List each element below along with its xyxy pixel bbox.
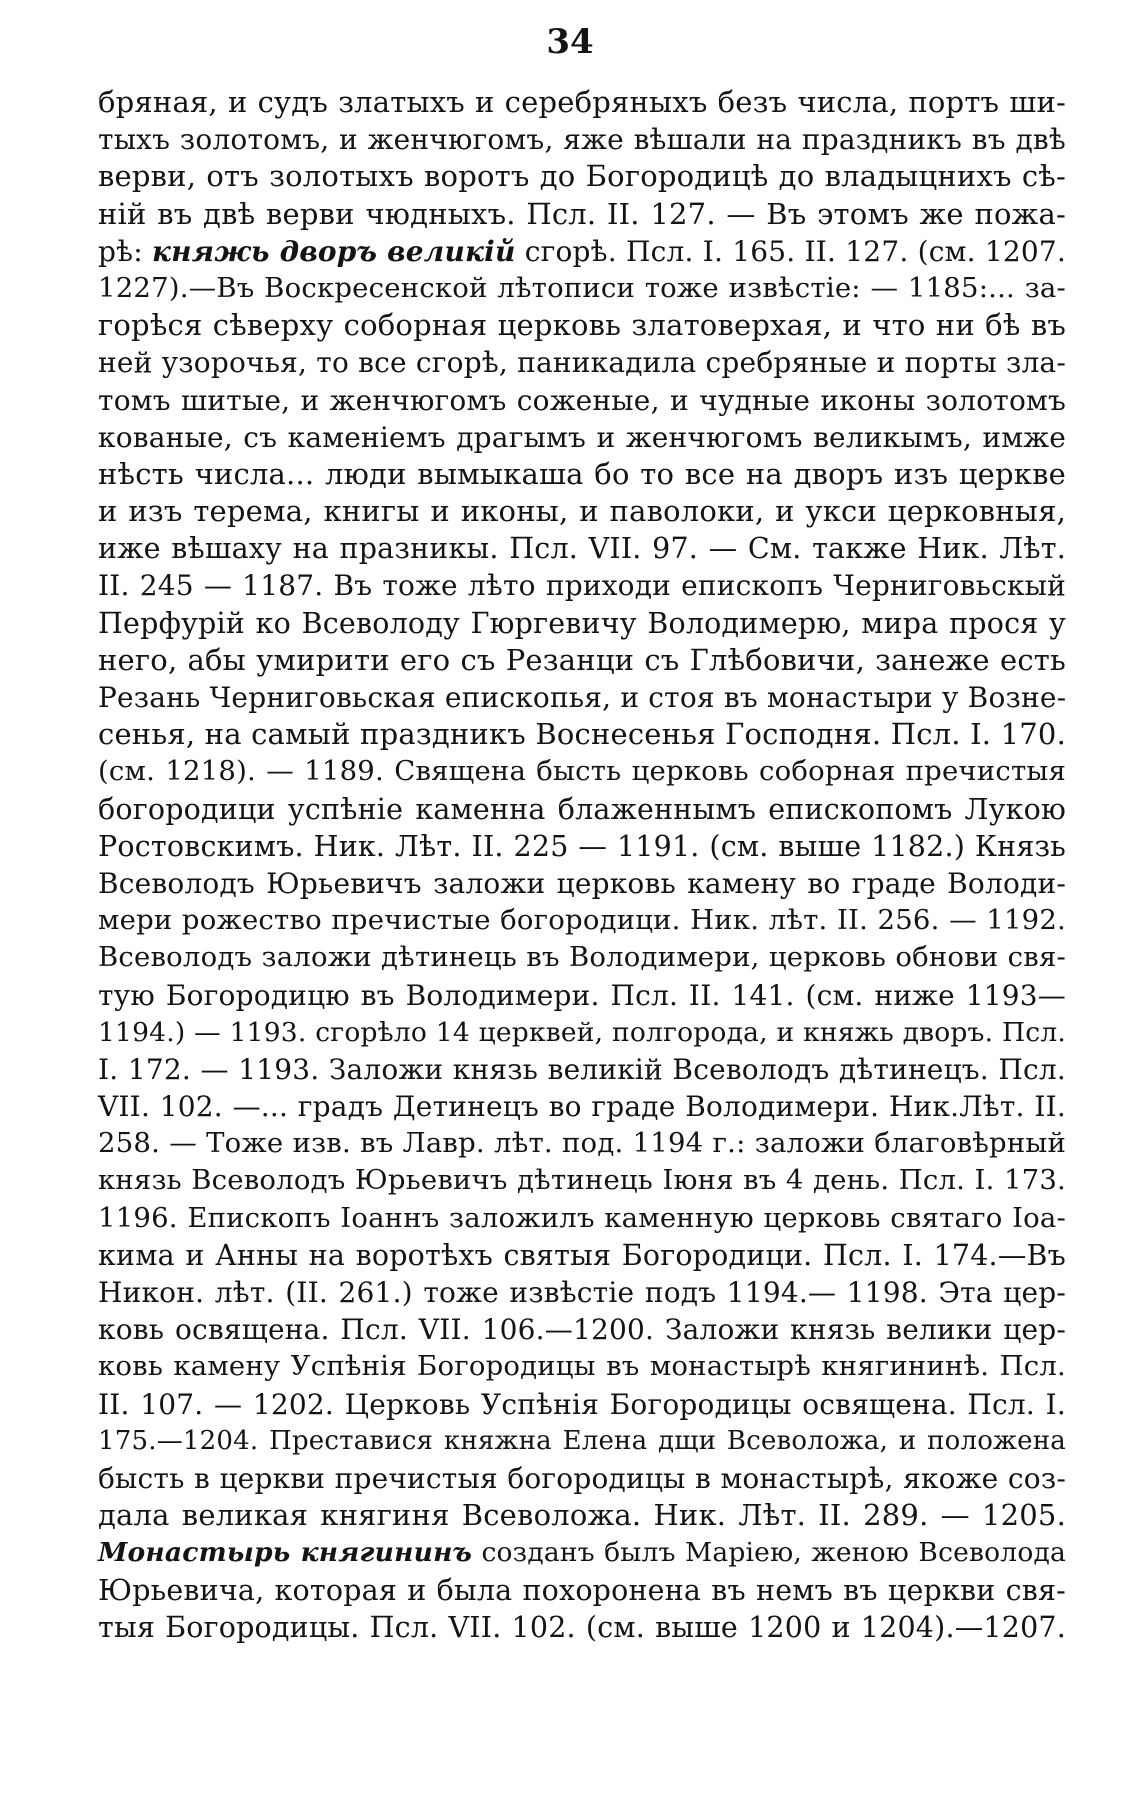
text-line — [98, 716, 1066, 753]
text-segment: тыя Богородицы. Псл. VII. 102. (см. выше 1200 и 1204).—1207. — [98, 1610, 1066, 1644]
text-segment: бряная, и судъ златыхъ и серебряныхъ безъ числа, портъ ши- — [98, 85, 1066, 119]
text-segment: 175.—1204. Преставися княжна Елена дщи Всеволожа, и положена — [98, 1425, 1066, 1456]
text-segment: Ростовскимъ. Ник. Лѣт. II. 225 — 1191. (см. выше 1182.) Князь — [98, 829, 1066, 863]
text-segment: Юрьевича, которая и была похоронена въ немъ въ церкви свя- — [98, 1573, 1066, 1607]
text-line — [98, 865, 1066, 902]
text-segment: (см. 1218). — 1189. Священа бысть церковь соборная пречистыя — [98, 755, 1066, 788]
text-segment: рѣ: — [98, 234, 152, 268]
text-line — [98, 642, 1066, 679]
text-line — [98, 939, 1066, 976]
text-segment: I. 172. — 1193. Заложи князь великій Всеволодъ дѣтинецъ. Псл. — [98, 1052, 1066, 1086]
text-segment: Всеволодъ Юрьевичъ заложи церковь камену во граде Володи- — [98, 866, 1066, 900]
text-line — [98, 233, 1066, 270]
text-line — [98, 493, 1066, 530]
text-segment: томъ шитые, и женчюгомъ соженые, и чудные иконы золотомъ — [98, 383, 1066, 417]
text-segment: него, абы умирити его съ Резанци съ Глѣбовичи, занеже есть — [98, 642, 1066, 677]
text-line — [98, 1311, 1066, 1348]
text-line — [98, 567, 1066, 604]
text-line — [98, 1200, 1066, 1237]
text-line — [98, 1014, 1066, 1051]
text-line — [98, 1497, 1066, 1534]
text-segment: Перфурій ко Всеволоду Гюргевичу Володимерю, мира прося у — [98, 606, 1066, 640]
text-segment: горѣся сѣверху соборная церковь златоверхая, и что ни бѣ въ — [98, 308, 1066, 343]
text-line — [98, 1348, 1066, 1385]
text-segment: верви, отъ золотыхъ воротъ до Богородицѣ до владыцнихъ сѣ- — [98, 159, 1066, 194]
text-segment: II. 107. — 1202. Церковь Успѣнія Богородицы освящена. Псл. I. — [98, 1387, 1066, 1421]
text-segment: богородици успѣніе каменна блаженнымъ епископомъ Лукою — [98, 792, 1066, 826]
text-line — [98, 977, 1066, 1014]
text-line — [98, 679, 1066, 716]
text-segment: сгорѣ. Псл. I. 165. II. 127. (см. 1207. — [515, 234, 1066, 268]
text-line — [98, 902, 1066, 939]
text-segment: тую Богородицю въ Володимери. Псл. II. 141. (см. ниже 1193— — [98, 978, 1066, 1012]
text-line — [98, 1572, 1066, 1609]
text-segment: 1227).—Въ Воскресенской лѣтописи тоже извѣстіе: — 1185:... за- — [98, 271, 1066, 304]
text-line — [98, 1237, 1066, 1274]
text-line — [98, 344, 1066, 381]
text-segment: дала великая княгиня Всеволожа. Ник. Лѣт. II. 289. — 1205. — [98, 1498, 1066, 1533]
text-segment: ковь камену Успѣнія Богородицы въ монастырѣ княгининѣ. Псл. — [98, 1350, 1066, 1383]
text-segment: и изъ терема, книгы и иконы, и паволоки, и укси церковныя, — [98, 494, 1066, 529]
text-line — [98, 456, 1066, 493]
text-segment: Резань Черниговьская епископья, и стоя въ монастыри у Возне- — [98, 681, 1067, 714]
text-line — [98, 1534, 1066, 1571]
text-segment: нѣсть числа... люди вымыкаша бо то все на дворъ изъ церкве — [98, 456, 1066, 491]
text-segment: бысть в церкви пречистыя богородицы в монастырѣ, якоже соз- — [98, 1461, 1066, 1495]
text-line — [98, 419, 1066, 456]
italic-phrase: Монастырь княгининъ — [98, 1537, 473, 1569]
text-segment: мери рожество пречистые богородици. Ник. лѣт. II. 256. — 1192. — [98, 904, 1066, 937]
page-number: 34 — [546, 22, 594, 62]
text-line — [98, 196, 1066, 233]
text-line — [98, 791, 1066, 828]
text-line — [98, 1386, 1066, 1423]
text-line — [98, 270, 1066, 307]
text-line — [98, 753, 1066, 790]
text-segment: сенья, на самый праздникъ Воснесенья Господня. Псл. I. 170. — [98, 717, 1066, 752]
text-segment: созданъ былъ Маріею, женою Всеволода — [472, 1537, 1066, 1569]
text-segment: тыхъ золотомъ, и женчюгомъ, яже вѣшали на праздникъ въ двѣ — [98, 123, 1066, 157]
text-line — [98, 1423, 1066, 1460]
text-line — [98, 530, 1066, 567]
text-segment: ней узорочья, то все сгорѣ, паникадила сребряные и порты зла- — [98, 346, 1066, 380]
text-line — [98, 1274, 1066, 1311]
text-segment: иже вѣшаху на празникы. Псл. VII. 97. — См. также Ник. Лѣт. — [98, 532, 1066, 566]
text-segment: Никон. лѣт. (II. 261.) тоже извѣстіе подъ 1194.— 1198. Эта цер- — [98, 1276, 1066, 1309]
text-segment: Всеволодъ заложи дѣтинець въ Володимери, церковь обнови свя- — [98, 941, 1066, 974]
text-segment: ній въ двѣ верви чюдныхъ. Псл. II. 127. — Въ этомъ же пожа- — [98, 196, 1066, 231]
text-segment: II. 245 — 1187. Въ тоже лѣто приходи епископъ Черниговьскый — [98, 569, 1066, 603]
text-line — [98, 1460, 1066, 1497]
text-segment: ковь освящена. Псл. VII. 106.—1200. Заложи князь велики цер- — [98, 1313, 1066, 1347]
body-text — [98, 84, 1066, 1646]
text-line — [98, 828, 1066, 865]
text-line — [98, 1609, 1066, 1646]
text-segment: князь Всеволодъ Юрьевичъ дѣтинець Іюня въ 4 день. Псл. I. 173. — [98, 1164, 1066, 1197]
text-line — [98, 84, 1066, 121]
text-line — [98, 382, 1066, 419]
text-segment: 1194.) — 1193. сгорѣло 14 церквей, полгорода, и княжь дворъ. Псл. — [98, 1016, 1066, 1048]
text-line — [98, 158, 1066, 195]
text-segment: 1196. Епископъ Іоаннъ заложилъ каменную церковь святаго Іоа- — [98, 1201, 1066, 1234]
text-segment: кованые, съ каменіемъ драгымъ и женчюгомъ великымъ, имже — [98, 420, 1066, 454]
text-line — [98, 605, 1066, 642]
italic-phrase: княжь дворъ великій — [152, 234, 516, 268]
text-segment: 258. — Тоже изв. въ Лавр. лѣт. под. 1194 г.: заложи благовѣрный — [98, 1127, 1066, 1160]
text-line — [98, 1088, 1066, 1125]
text-line — [98, 1162, 1066, 1199]
text-segment: VII. 102. —... градъ Детинецъ во граде Володимери. Ник.Лѣт. II. — [98, 1090, 1066, 1124]
text-line — [98, 121, 1066, 158]
text-line — [98, 1125, 1066, 1162]
text-line — [98, 1051, 1066, 1088]
text-line — [98, 307, 1066, 344]
text-segment: кима и Анны на воротѣхъ святыя Богородици. Псл. I. 174.—Въ — [98, 1238, 1066, 1272]
